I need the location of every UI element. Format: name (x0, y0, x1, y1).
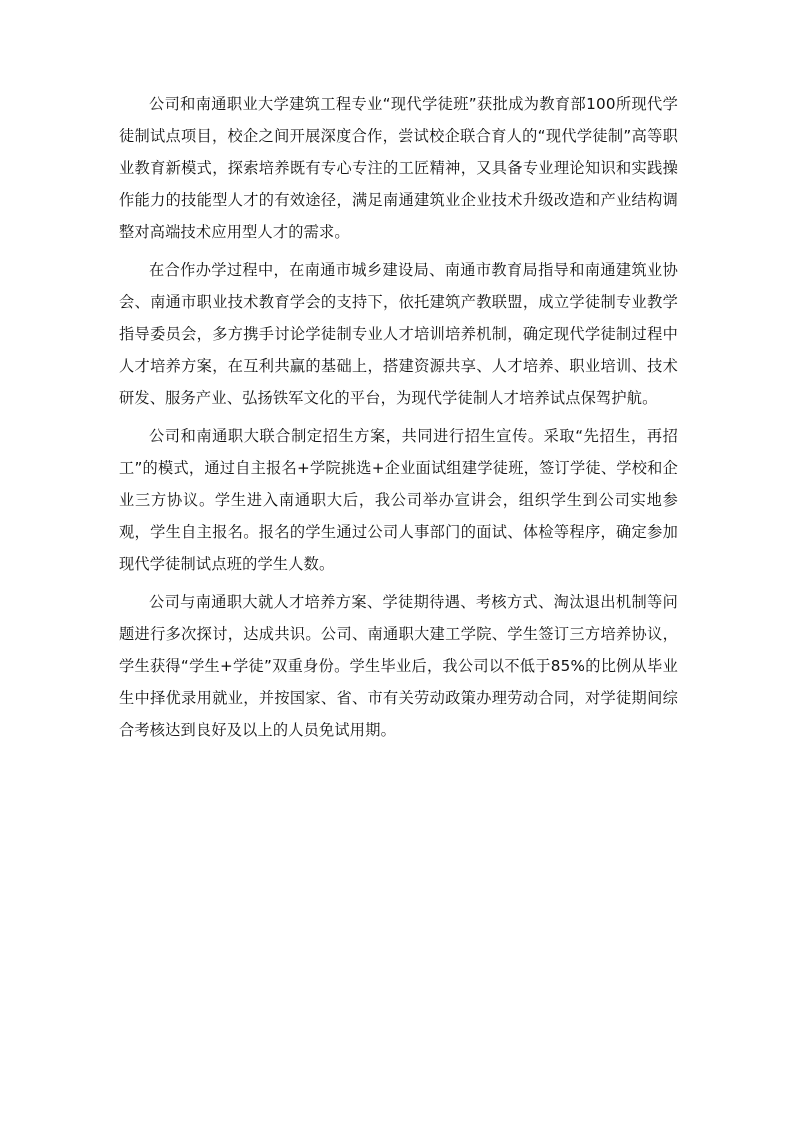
paragraph-4: 公司与南通职大就人才培养方案、学徒期待遇、考核方式、淘汰退出机制等问题进行多次探讨，达成共识。公司、南通职大建工学院、学生签订三方培养协议，学生获得“学生+学徒”双重身份。学生毕业后，我公司以不低于85%的比例从毕业生中择优录用就业，并按国家、省、市有关劳动政策办理劳动合同，对学徒期间综合考核达到良好及以上的人员免试用期。 (119, 593, 678, 739)
paragraph-1: 公司和南通职业大学建筑工程专业“现代学徒班”获批成为教育部100所现代学徒制试点项目，校企之间开展深度合作，尝试校企联合育人的“现代学徒制”高等职业教育新模式，探索培养既有专心专注的工匠精神，又具备专业理论知识和实践操作能力的技能型人才的有效途径，满足南通建筑业企业技术升级改造和产业结构调整对高端技术应用型人才的需求。 (119, 95, 678, 241)
paragraph-3: 公司和南通职大联合制定招生方案，共同进行招生宣传。采取“先招生，再招工”的模式，通过自主报名+学院挑选+企业面试组建学徒班，签订学徒、学校和企业三方协议。学生进入南通职大后，我公司举办宣讲会，组织学生到公司实地参观，学生自主报名。报名的学生通过公司人事部门的面试、体检等程序，确定参加现代学徒制试点班的学生人数。 (119, 427, 678, 573)
paragraph-2: 在合作办学过程中，在南通市城乡建设局、南通市教育局指导和南通建筑业协会、南通市职业技术教育学会的支持下，依托建筑产教联盟，成立学徒制专业教学指导委员会，多方携手讨论学徒制专业人才培训培养机制，确定现代学徒制过程中人才培养方案，在互利共赢的基础上，搭建资源共享、人才培养、职业培训、技术研发、服务产业、弘扬铁军文化的平台，为现代学徒制人才培养试点保驾护航。 (119, 261, 678, 407)
document-body (119, 88, 678, 752)
